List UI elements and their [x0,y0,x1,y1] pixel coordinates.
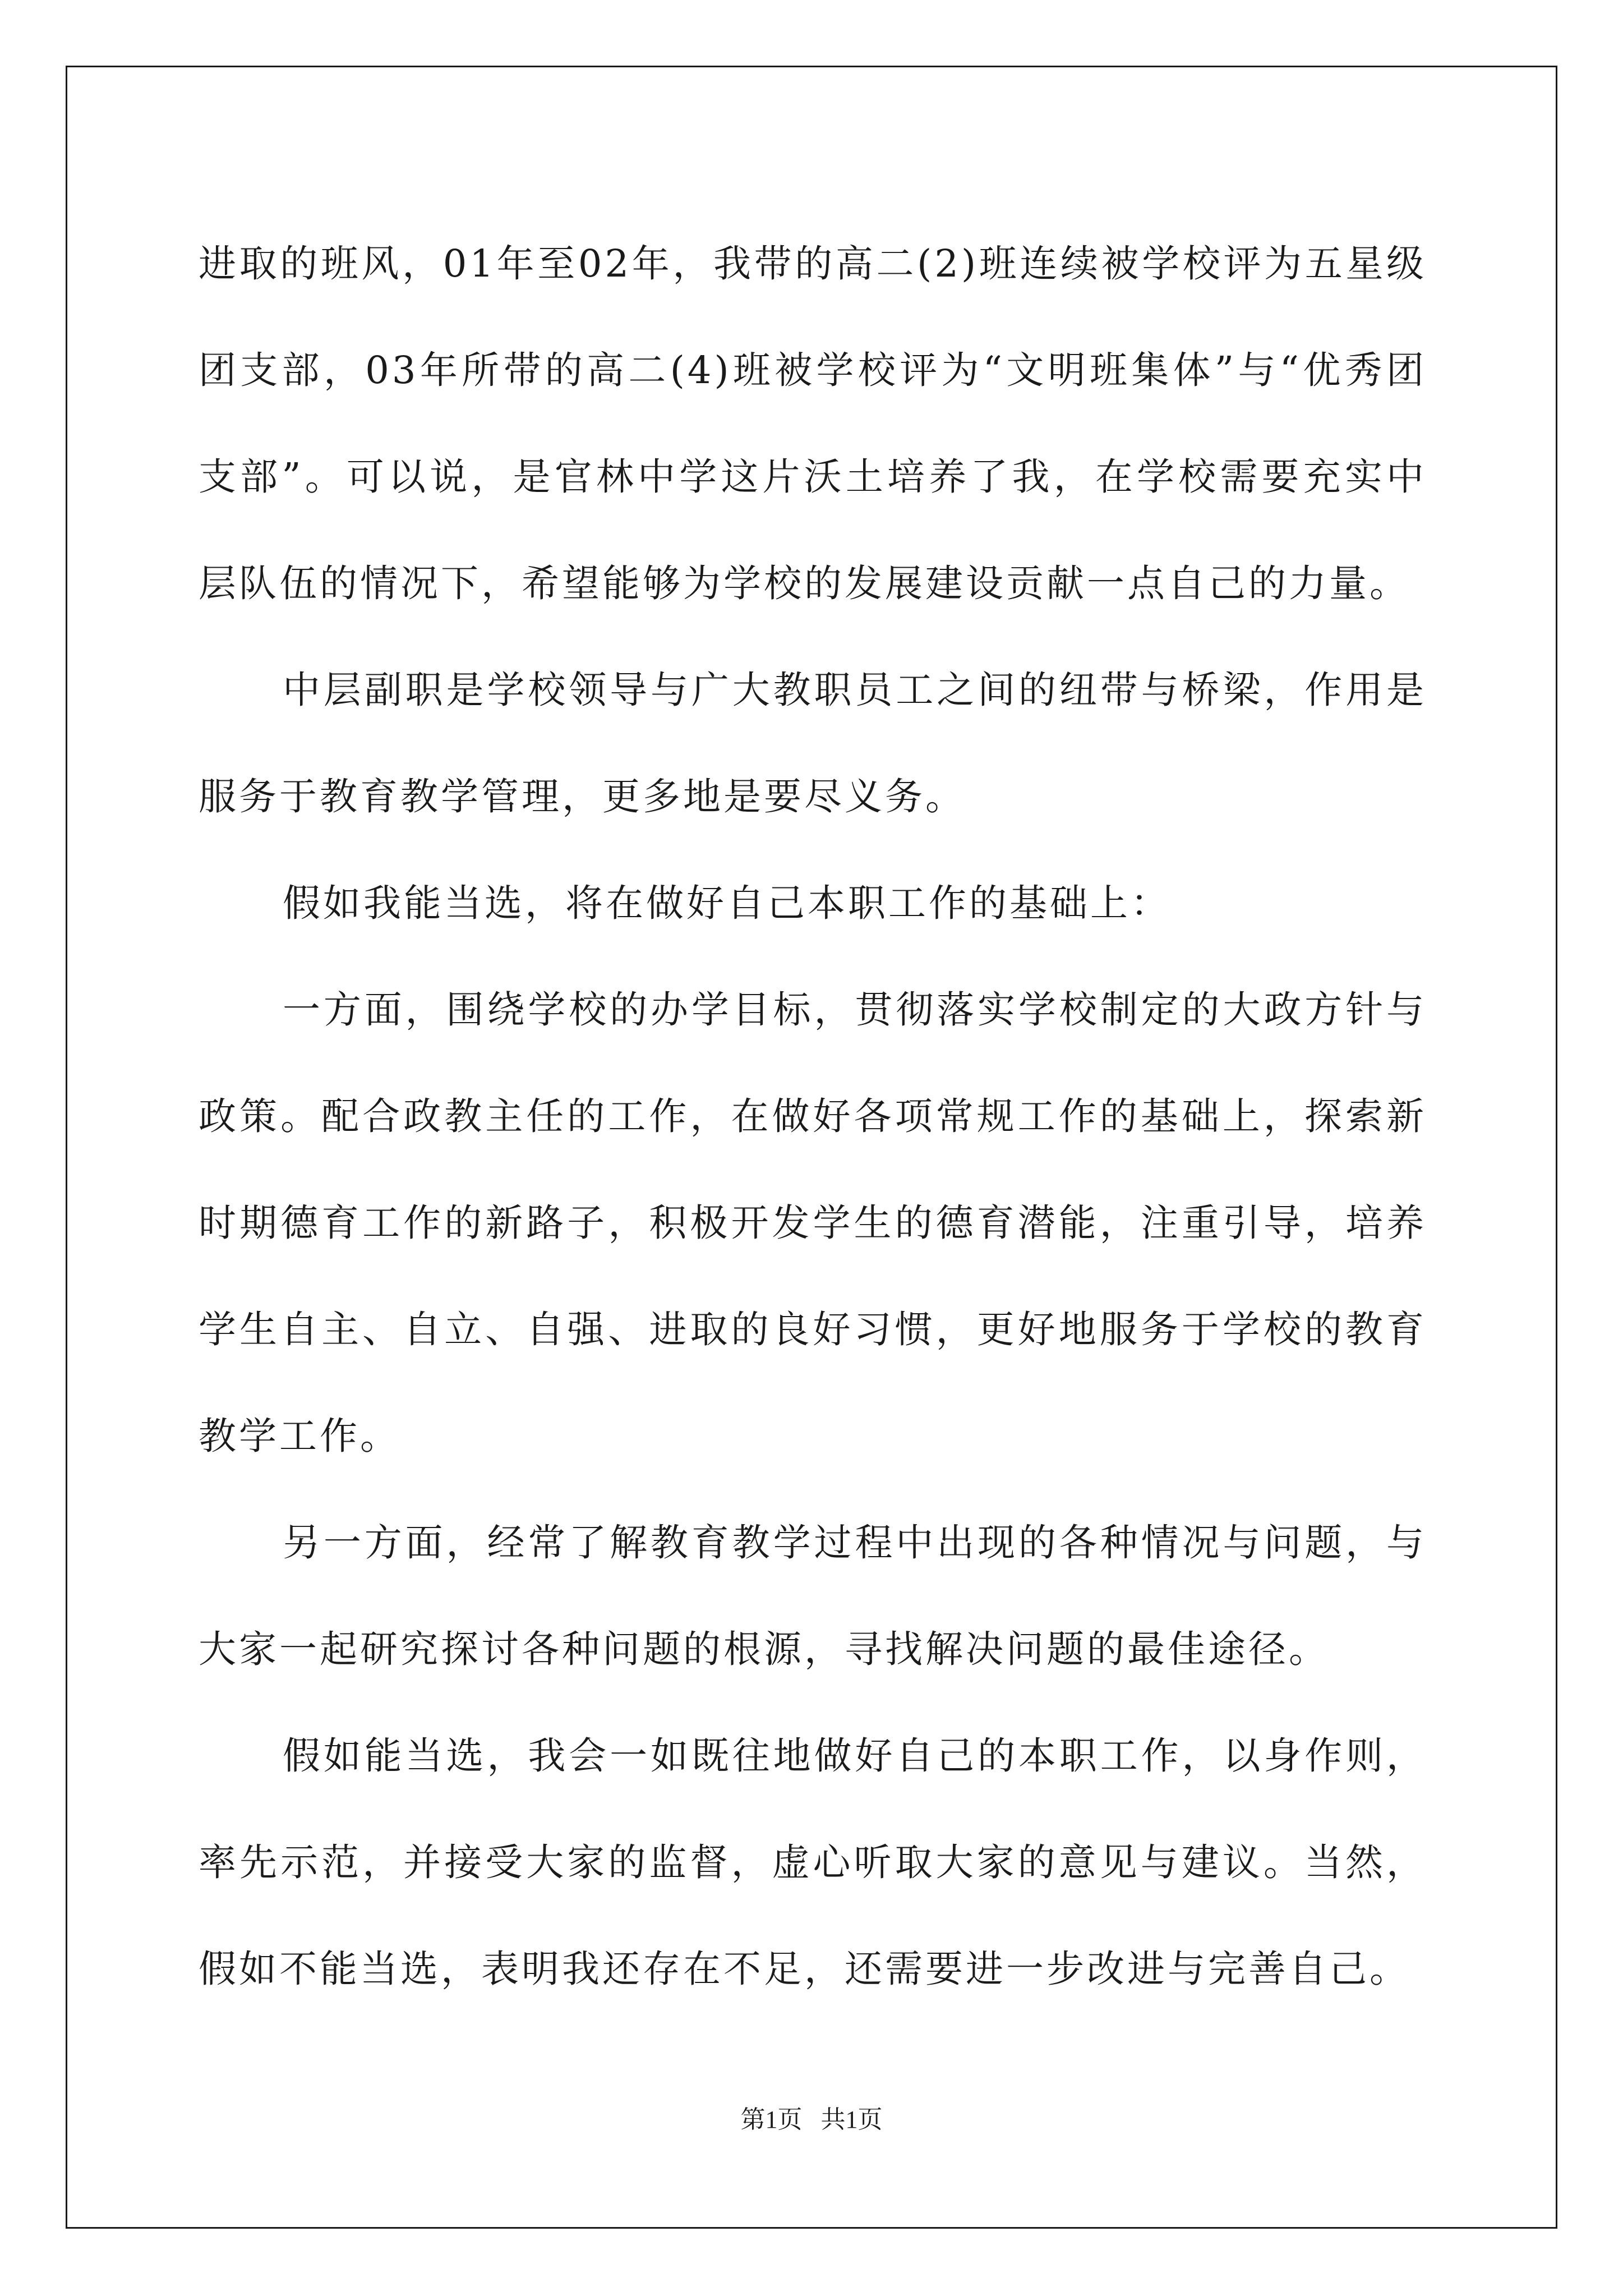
paragraph-3: 假如我能当选，将在做好自己本职工作的基础上： [283,881,1171,925]
paragraph-2: 中层副职是学校领导与广大教职员工之间的纽带与桥梁，作用是服务于教育教学管理，更多地是要尽义务。 [199,668,1427,818]
paragraph-5: 另一方面，经常了解教育教学过程中出现的各种情况与问题，与大家一起研究探讨各种问题的根源，寻找解决问题的最佳途径。 [199,1521,1427,1671]
document-body [199,210,1427,2022]
paragraph-6: 假如能当选，我会一如既往地做好自己的本职工作，以身作则，率先示范，并接受大家的监督，虚心听取大家的意见与建议。当然，假如不能当选，表明我还存在不足，还需要进一步改进与完善自己。 [199,1734,1427,1991]
paragraph-1: 进取的班风，01年至02年，我带的高二(2)班连续被学校评为五星级团支部，03年所带的高二(4)班被学校评为“文明班集体”与“优秀团支部”。可以说，是官林中学这片沃土培养了我，在学校需要充实中层队伍的情况下，希望能够为学校的发展建设贡献一点自己的力量。 [199,242,1427,605]
page-number-footer: 第1页 共1页 [740,2106,883,2133]
paragraph-4: 一方面，围绕学校的办学目标，贯彻落实学校制定的大政方针与政策。配合政教主任的工作，在做好各项常规工作的基础上，探索新时期德育工作的新路子，积极开发学生的德育潜能，注重引导，培养学生自主、自立、自强、进取的良好习惯，更好地服务于学校的教育教学工作。 [199,988,1427,1458]
